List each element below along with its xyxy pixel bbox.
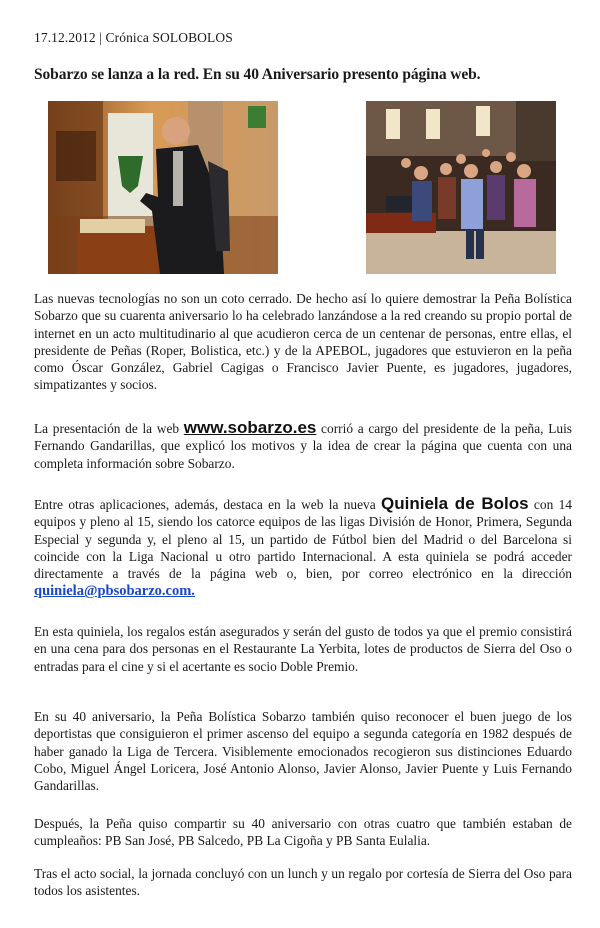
speaker-photo (48, 101, 278, 274)
website-link[interactable]: www.sobarzo.es (183, 418, 317, 437)
paragraph-closing: Tras el acto social, la jornada concluyó con un lunch y un regalo por cortesía de Sierra del Oso para todos los asistentes. (34, 866, 572, 899)
paragraph-birthdays: Después, la Peña quiso compartir su 40 aniversario con otras cuatro que también estaban de cumpleaños: PB San José, PB Salcedo, PB La Cigoña y PB Santa Eulalia. (34, 816, 572, 849)
paragraph-intro: Las nuevas tecnologías no son un coto cerrado. De hecho así lo quiere demostrar la Peña Bolística Sobarzo que su cuarenta aniversario lo ha celebrado lanzándose a la red creando su propio portal de internet en un acto multitudinario al que acudieron cerca de un centenar de personas, entre ellas, el presidente de Peñas (Roper, Bolistica, etc.) y de la APEBOL, jugadores que estuvieron en la peña como Óscar González, Gabriel Cagigas o Francisco Javier Puente, es jugadores, jugadores, simpatizantes y socios. (34, 291, 572, 393)
paragraph-prizes: En esta quiniela, los regalos están asegurados y serán del gusto de todos ya que el premio consistirá en una cena para dos personas en el Restaurante La Yerbita, lotes de productos de Sierra del Oso o entradas para el cine y si el acertante es socio Doble Premio. (34, 624, 572, 674)
paragraph-quiniela (34, 495, 572, 601)
audience-photo (366, 101, 556, 274)
quiniela-title: Quiniela de Bolos (381, 494, 529, 513)
p2-text-before: La presentación de la web (34, 421, 184, 436)
dateline: 17.12.2012 | Crónica SOLOBOLOS (34, 30, 233, 45)
p3-text-middle: con 14 equipos y pleno al 15, siendo los catorce equipos de las ligas División de Honor, Primera, Segunda Especial y segunda y, el pleno al 15, un partido de Fútbol bien del Madrid o del Barcelona si coincide con la Liga Nacional u otro partido Internacional. A esta quiniela se podrá acceder directamente a través de la página web o, bien, por correo electrónico en la dirección (34, 497, 572, 582)
date: 17.12.2012 (34, 30, 96, 45)
article-headline: Sobarzo se lanza a la red. En su 40 Aniversario presento página web. (34, 66, 481, 83)
p3-text-before: Entre otras aplicaciones, además, destaca en la web la nueva (34, 497, 382, 512)
section-name: Crónica SOLOBOLOS (105, 30, 233, 45)
email-link[interactable]: quiniela@pbsobarzo.com. (34, 583, 195, 600)
p2-text-after: corrió a cargo del presidente de la peña, Luis Fernando Gandarillas, que explicó los motivos y la idea de crear la página que cuenta con una completa información sobre Sobarzo. (34, 421, 572, 471)
paragraph-anniversary: En su 40 aniversario, la Peña Bolística Sobarzo también quiso reconocer el buen juego de los deportistas que consiguieron el primer ascenso del equipo a segunda categoría en 1982 después de haber ganado la Liga de Tercera. Visiblemente emocionados recogieron sus distinciones Eduardo Cobo, Miguel Ángel Loricera, José Antonio Alonso, Javier Alonso, Javier Puente y Luis Fernando Gandarillas. (34, 709, 572, 794)
paragraph-web-presentation (34, 419, 572, 472)
